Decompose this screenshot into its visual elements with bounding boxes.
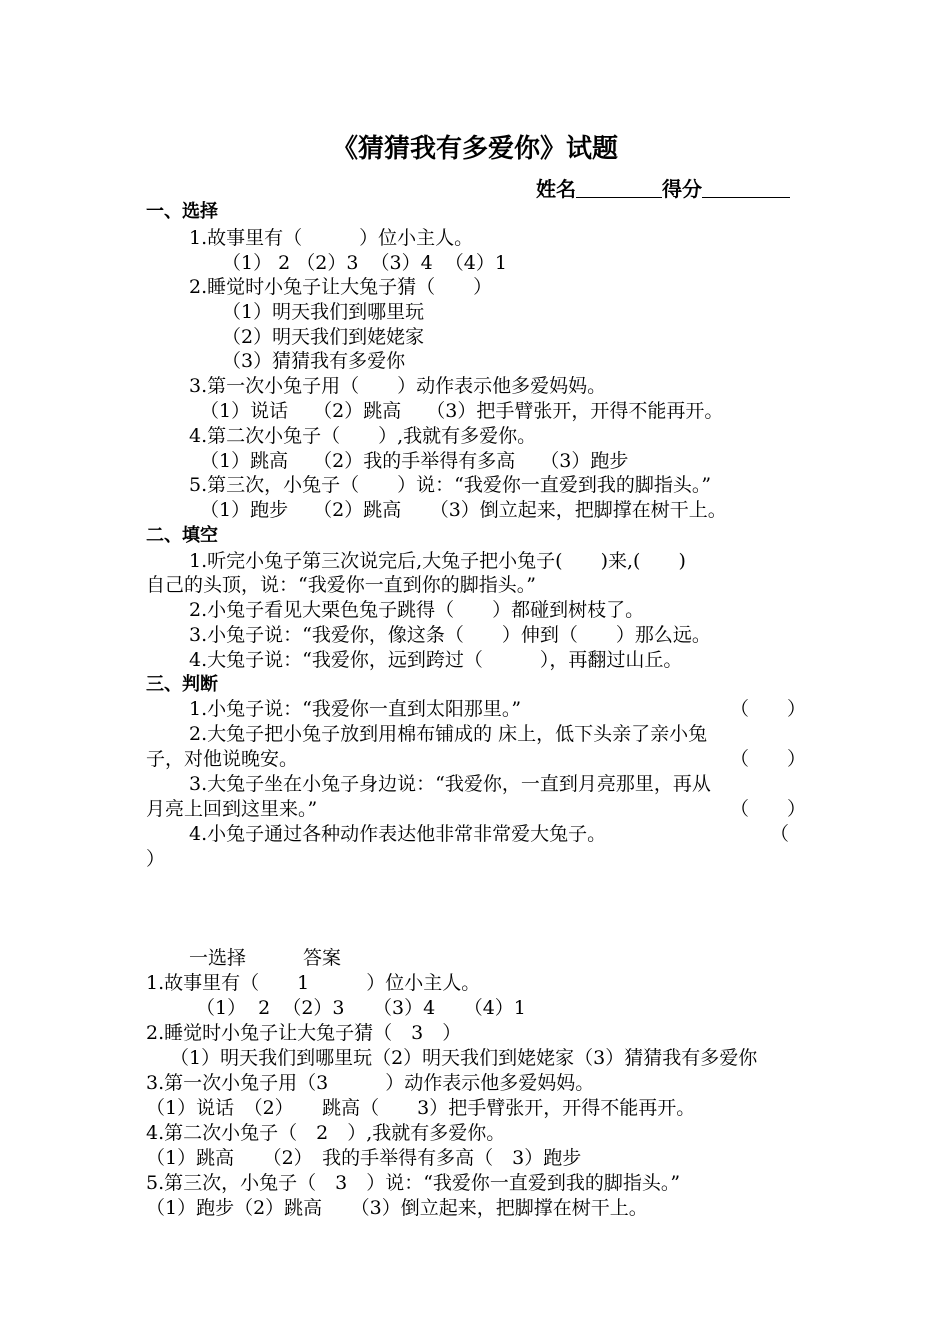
fill-q1-line-1: 1.听完小兔子第三次说完后,大兔子把小兔子( )来,( ) <box>189 550 686 572</box>
judge-q2-line-1: 2.大兔子把小兔子放到用棉布铺成的 床上，低下头亲了亲小兔 <box>189 723 708 745</box>
choice-q5-options: （1）跑步 （2）跳高 （3）倒立起来，把脚撑在树干上。 <box>200 499 727 521</box>
name-score-line <box>536 176 790 202</box>
judge-q3-line-2: 月亮上回到这里来。” <box>146 798 318 820</box>
answer-q2: 2.睡觉时小兔子让大兔子猜（ 3 ） <box>146 1022 462 1044</box>
judge-q4: 4.小兔子通过各种动作表达他非常非常爱大兔子。 <box>189 823 607 845</box>
choice-q3-options: （1）说话 （2）跳高 （3）把手臂张开，开得不能再开。 <box>200 400 724 422</box>
choice-q5: 5.第三次，小兔子（ ）说：“我爱你一直爱到我的脚指头。” <box>189 474 712 496</box>
section-judge-heading: 三、判断 <box>146 674 218 695</box>
judge-q1: 1.小兔子说：“我爱你一直到太阳那里。” <box>189 698 522 720</box>
answers-heading: 一选择 答案 <box>189 947 342 969</box>
answer-q2-options: （1）明天我们到哪里玩（2）明天我们到姥姥家（3）猜猜我有多爱你 <box>170 1047 758 1069</box>
judge-q3-paren: （ ） <box>730 798 807 820</box>
choice-q1: 1.故事里有（ ）位小主人。 <box>189 227 474 249</box>
judge-q3-line-1: 3.大兔子坐在小兔子身边说：“我爱你，一直到月亮那里，再从 <box>189 773 711 795</box>
page-title: 《猜猜我有多爱你》试题 <box>331 134 618 164</box>
answer-q5-options: （1）跑步（2）跳高 （3）倒立起来，把脚撑在树干上。 <box>146 1197 648 1219</box>
answer-q1-options: （1） 2 （2）3 （3）4 （4）1 <box>196 997 526 1019</box>
choice-q2-option-1: （1）明天我们到哪里玩 <box>222 301 425 323</box>
fill-q1-line-2: 自己的头顶，说：“我爱你一直到你的脚指头。” <box>146 574 536 596</box>
score-label: 得分 <box>662 177 702 201</box>
section-choice-heading: 一、选择 <box>146 201 218 222</box>
choice-q4-options: （1）跳高 （2）我的手举得有多高 （3）跑步 <box>200 450 629 472</box>
answer-q1: 1.故事里有（ 1 ）位小主人。 <box>146 972 481 994</box>
fill-q4: 4.大兔子说：“我爱你，远到跨过（ ），再翻过山丘。 <box>189 649 683 671</box>
judge-q2-paren: （ ） <box>730 748 807 770</box>
fill-q3: 3.小兔子说：“我爱你，像这条（ ）伸到（ ）那么远。 <box>189 624 711 646</box>
choice-q4: 4.第二次小兔子（ ）,我就有多爱你。 <box>189 425 537 447</box>
choice-q2: 2.睡觉时小兔子让大兔子猜（ ） <box>189 276 493 298</box>
choice-q3: 3.第一次小兔子用（ ）动作表示他多爱妈妈。 <box>189 375 607 397</box>
judge-q2-line-2: 子，对他说晚安。 <box>146 748 299 770</box>
choice-q1-options: （1） 2 （2）3 （3）4 （4）1 <box>222 252 507 274</box>
answer-q4-options: （1）跳高 （2） 我的手举得有多高（ 3）跑步 <box>146 1147 582 1169</box>
score-blank[interactable] <box>702 179 790 198</box>
judge-q4-paren-open: （ <box>770 823 790 845</box>
choice-q2-option-2: （2）明天我们到姥姥家 <box>222 326 425 348</box>
answer-q4: 4.第二次小兔子（ 2 ）,我就有多爱你。 <box>146 1122 506 1144</box>
answer-q3-options: （1）说话 （2） 跳高（ 3）把手臂张开，开得不能再开。 <box>146 1097 696 1119</box>
answer-q5: 5.第三次，小兔子（ 3 ）说：“我爱你一直爱到我的脚指头。” <box>146 1172 681 1194</box>
choice-q2-option-3: （3）猜猜我有多爱你 <box>222 350 406 372</box>
section-fill-heading: 二、填空 <box>146 525 218 546</box>
name-label: 姓名 <box>536 177 576 201</box>
fill-q2: 2.小兔子看见大栗色兔子跳得（ ）都碰到树枝了。 <box>189 599 645 621</box>
judge-q4-paren-close: ） <box>146 848 166 870</box>
judge-q1-paren: （ ） <box>730 698 807 720</box>
answer-q3: 3.第一次小兔子用（3 ）动作表示他多爱妈妈。 <box>146 1072 595 1094</box>
name-blank[interactable] <box>576 179 662 198</box>
